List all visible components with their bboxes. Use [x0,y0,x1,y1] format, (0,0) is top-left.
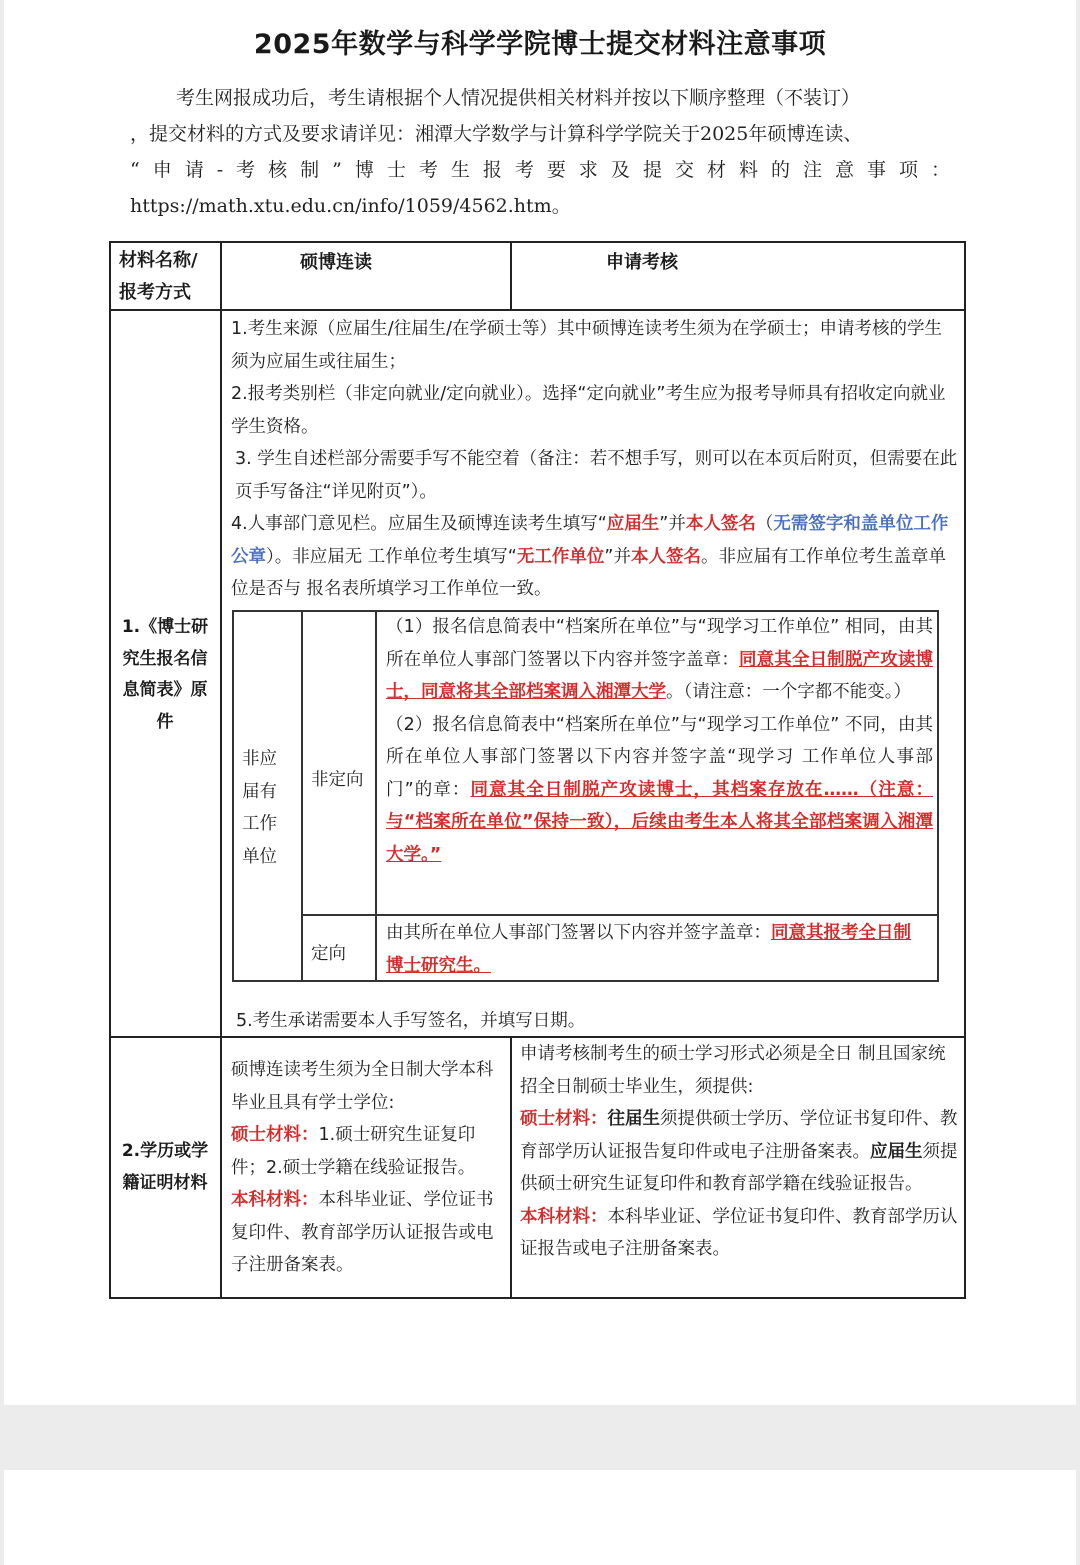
row1-label [112,612,218,738]
item4-red: 本人签名 [630,546,701,567]
directed-red: 同意其报考全日制博士研究生。 [386,923,911,976]
outer-label-line: 届有 [242,781,277,802]
item4-text: ”并 [659,514,686,534]
item4-text: 4.人事部门意见栏。应届生及硕博连读考生填写“ [231,514,607,534]
item-3: 3. 学生自述栏部分需要手写不能空着（备注：若不想手写，则可以在本页后附页，但需要在此页手写备注“详见附页”）。 [235,449,958,502]
outer-label-line: 单位 [242,846,277,867]
past-graduate-text: 须提供硕士学历、学位证书复印件、教育部学历认证报告复印件或电子注册备案表。 [520,1109,958,1162]
row2-label [112,1136,218,1199]
table-col-divider-2-header [510,241,512,311]
table-col-divider-2-row2 [510,1036,512,1299]
row2-label-line: 2.学历或学 [121,1141,209,1161]
case1-text: （1）报名信息简表中“档案所在单位”与“现学习工作单位” 相同，由其所在单位人事部门签署以下内容并签字盖章： [386,617,933,670]
nondirected-content [386,611,933,871]
row1-label-line: 究生报名信 [122,648,208,669]
table-border-right [964,241,966,1299]
row2-col3-bachelor [520,1201,960,1266]
current-graduate: 应届生 [870,1141,923,1162]
intro-line-1: 考生网报成功后，考生请根据个人情况提供相关材料并按以下顺序整理（不装订） [176,87,861,109]
item4-red: 本人签名 [685,514,756,534]
row2-col3-master [520,1103,960,1201]
current-graduate-text: 须提供硕士研究生证复印件和教育部学籍在线验证报告。 [520,1141,958,1194]
subtable-mid [301,914,938,916]
row2-col2-master [231,1119,507,1184]
bachelor-material-label: 本科材料： [231,1190,319,1210]
item4-blue: 无需签字和盖单位工作公章 [231,514,949,567]
outer-label-line: 工作 [242,814,277,834]
item-5: 5.考生承诺需要本人手写签名，并填写日期。 [236,1011,586,1031]
master-material-label: 硕士材料： [520,1109,608,1129]
row2-master-phd-content [231,1054,507,1282]
intro-line-3: “申请-考核制”博士考生报考要求及提交材料的注意事项： [130,159,950,181]
intro-paragraph [130,80,950,224]
directed-text: 由其所在单位人事部门签署以下内容并签字盖章： [386,923,771,943]
row2-col2-intro: 硕博连读考生须为全日制大学本科毕业且具有学士学位: [231,1060,494,1113]
intro-link[interactable]: https://math.xtu.edu.cn/info/1059/4562.htm。 [130,195,571,217]
row2-application-content [520,1038,960,1266]
subtable-right [937,610,939,982]
item-4 [231,508,958,606]
header-col1-line1: 材料名称/ [119,250,198,271]
case1-text: 。（请注意：一个字都不能变。） [666,682,911,702]
item4-text: 。非应届有工作单位考生盖章单位是否与 报名表所填学习工作单位一致。 [231,546,946,599]
header-material-name [119,245,198,309]
item4-text: ）。非应届无 工作单位考生填写“ [266,546,517,567]
bachelor-material-label: 本科材料： [520,1206,608,1227]
item-1: 1.考生来源（应届生/往届生/在学硕士等）其中硕博连读考生须为在学硕士；申请考核的学生须为应届生或往届生； [231,319,942,372]
intro-line-2: ，提交材料的方式及要求请详见：湘潭大学数学与计算科学学院关于2025年硕博连读、 [130,123,863,145]
header-col1-line2: 报考方式 [119,282,191,303]
subtable-col-2 [375,610,377,982]
case2-red: 同意其全日制脱产攻读博士，其档案存放在……（注意：与“档案所在单位”保持一致），后续由考生本人将其全部档案调入湘潭大学。” [386,779,933,865]
table-border-left [109,241,111,1299]
next-document-page [4,1470,1076,1565]
row2-col3-intro: 申请考核制考生的硕士学习形式必须是全日 制且国家统招全日制硕士毕业生，须提供: [520,1044,946,1097]
header-application-review: 申请考核 [606,252,678,273]
row1-label-line: 息简表》原 [122,680,208,700]
subtable-col-1 [301,610,303,982]
nondirected-label: 非定向 [311,770,364,790]
item4-text: （ [755,514,774,534]
table-col-divider-1 [220,241,222,1299]
directed-content [386,917,926,982]
row2-label-line: 籍证明材料 [122,1172,208,1193]
item4-red: 无工作单位 [516,546,605,567]
subtable-outer-label [242,743,292,873]
nondirected-case-1 [386,611,933,709]
nondirected-case-2 [386,709,933,872]
bachelor-material-text: 本科毕业证、学位证书复印件、教育部学历认证报告或电子注册备案表。 [520,1206,958,1259]
row1-label-line: 件 [156,711,174,732]
table-border-bottom [109,1297,966,1299]
item4-red: 应届生 [606,514,660,534]
row1-items [231,313,958,606]
table-border-top [109,241,966,243]
subtable-left [232,610,234,982]
item-2: 2.报考类别栏（非定向就业/定向就业）。选择“定向就业”考生应为报考导师具有招收定向就业学生资格。 [231,384,946,437]
past-graduate: 往届生 [607,1109,660,1129]
directed-label: 定向 [311,944,346,964]
outer-label-line: 非应 [242,749,277,769]
master-material-text: 1.硕士研究生证复印件；2.硕士学籍在线验证报告。 [231,1125,476,1178]
page-title: 2025年数学与科学学院博士提交材料注意事项 [253,29,827,60]
row1-label-line: 1.《博士研 [121,617,209,637]
table-header-divider [109,309,966,311]
bachelor-material-text: 本科毕业证、学位证书复印件、教育部学历认证报告或电子注册备案表。 [231,1190,494,1275]
header-master-phd: 硕博连读 [300,252,372,273]
case1-red: 同意其全日制脱产攻读博士，同意将其全部档案调入湘潭大学 [386,649,933,702]
master-material-label: 硕士材料： [231,1125,319,1145]
case2-text: （2）报名信息简表中“档案所在单位”与“现学习工作单位” 不同，由其所在单位人事部门签署以下内容并签字盖“现学习 工作单位人事部门”的章： [386,714,933,800]
item4-text: ”并 [604,546,631,567]
row2-col2-bachelor [231,1184,507,1282]
